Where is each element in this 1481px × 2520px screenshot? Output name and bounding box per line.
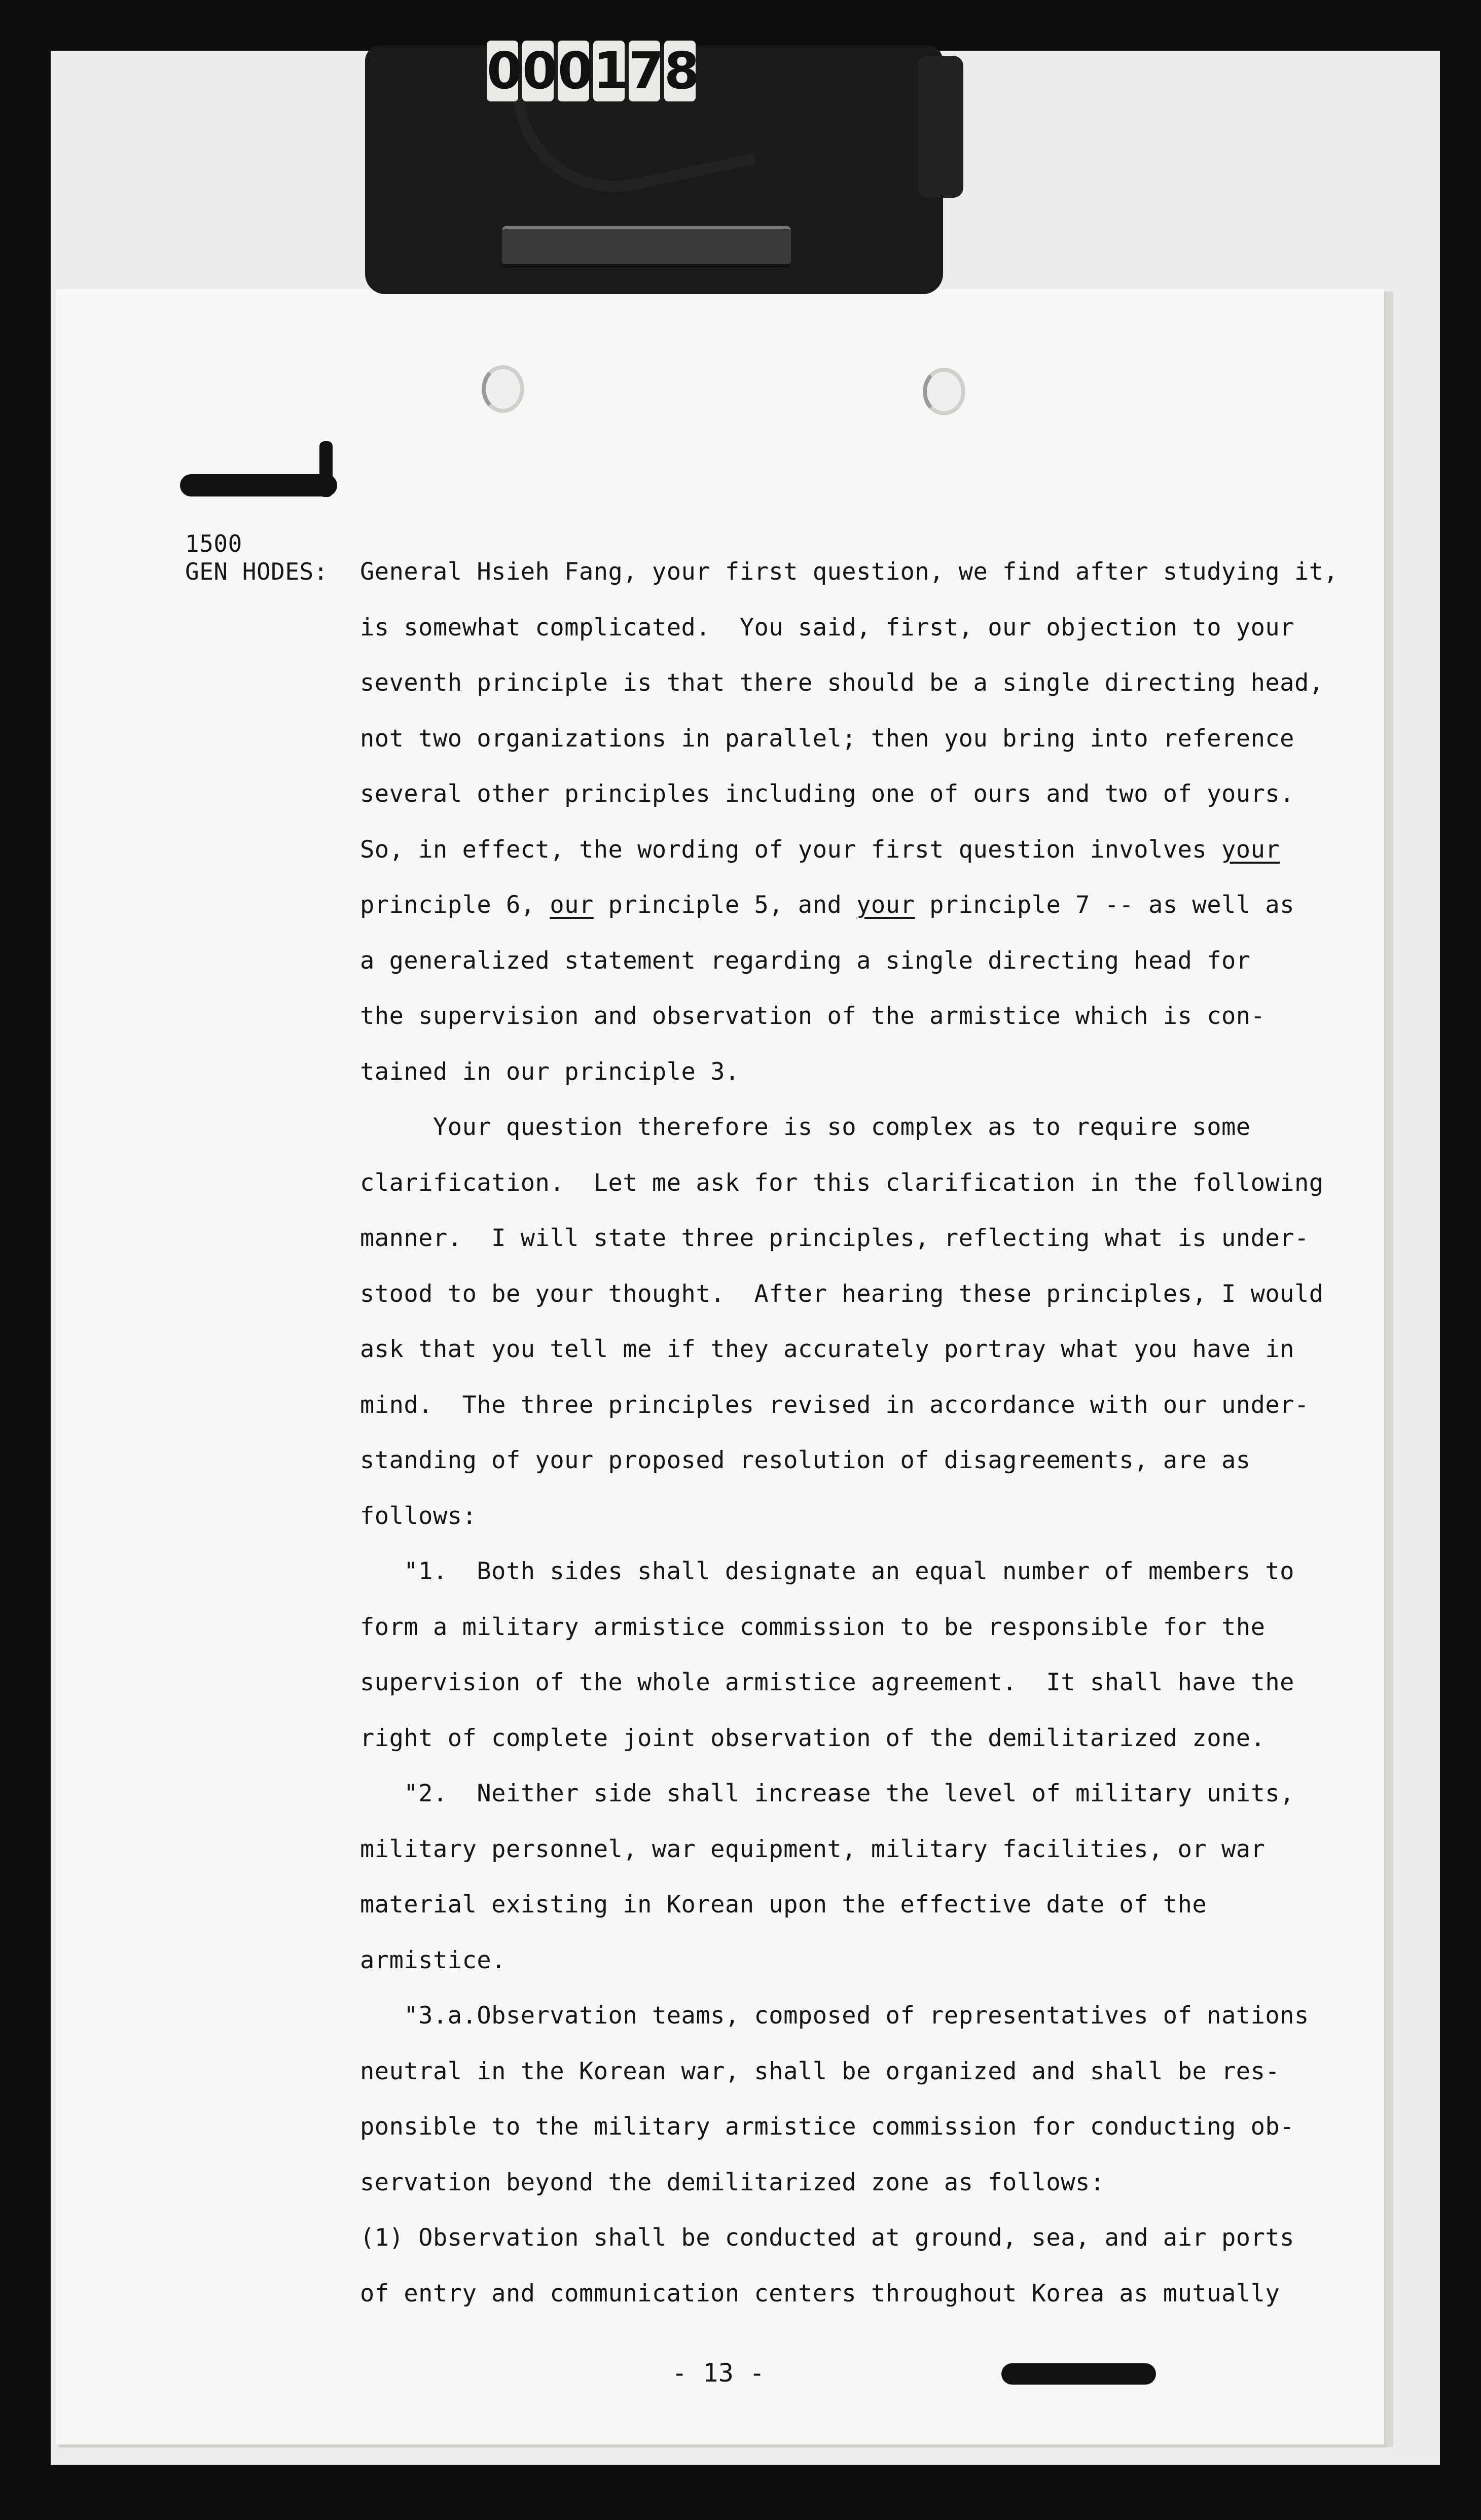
text-line	[360, 891, 1338, 947]
counter-digit: 1	[593, 41, 629, 100]
document-number: 1500	[185, 530, 242, 557]
redaction-mark	[1001, 2363, 1156, 2385]
text-line	[360, 947, 1338, 1003]
text-line	[360, 2224, 1338, 2280]
text-segment: General Hsieh Fang, your first question, we find after studying it,	[360, 558, 1339, 586]
punch-hole	[923, 368, 965, 415]
text-segment: a generalized statement regarding a single directing head for	[360, 946, 1251, 975]
counter-digit: 8	[664, 41, 700, 100]
text-line	[360, 2002, 1338, 2057]
text-line	[360, 558, 1338, 614]
counter-slot	[502, 226, 791, 267]
text-line	[360, 1335, 1338, 1391]
text-segment: tained in our principle 3.	[360, 1057, 740, 1086]
text-line	[360, 2280, 1338, 2335]
text-segment: the supervision and observation of the armistice which is con-	[360, 1002, 1266, 1030]
text-segment: military personnel, war equipment, military facilities, or war	[360, 1835, 1266, 1863]
text-line	[360, 614, 1338, 669]
text-segment: material existing in Korean upon the effective date of the	[360, 1891, 1207, 1919]
text-line	[360, 1557, 1338, 1613]
text-segment: manner. I will state three principles, reflecting what is under-	[360, 1224, 1309, 1252]
text-segment: follows:	[360, 1502, 477, 1530]
text-segment: "2. Neither side shall increase the level of military units,	[360, 1780, 1294, 1807]
redaction-mark	[319, 441, 333, 497]
text-segment: standing of your proposed resolution of disagreements, are as	[360, 1446, 1251, 1474]
underlined-word: your	[856, 891, 915, 919]
text-segment: supervision of the whole armistice agreement. It shall have the	[360, 1669, 1294, 1696]
text-segment: seventh principle is that there should be a single directing head,	[360, 669, 1324, 697]
text-line	[360, 1613, 1338, 1669]
counter-digit: 0	[558, 41, 593, 100]
text-segment: not two organizations in parallel; then you bring into reference	[360, 724, 1294, 753]
text-line	[360, 1002, 1338, 1058]
body-text	[360, 558, 1338, 2335]
counter-knob	[918, 56, 963, 198]
text-line	[360, 669, 1338, 725]
text-segment: right of complete joint observation of the demilitarized zone.	[360, 1724, 1266, 1752]
text-segment: several other principles including one of ours and two of yours.	[360, 780, 1294, 808]
page-number: - 13 -	[672, 2358, 765, 2388]
text-segment: servation beyond the demilitarized zone as follows:	[360, 2168, 1105, 2196]
redaction-mark	[180, 474, 337, 496]
text-line	[360, 1780, 1338, 1835]
text-segment: is somewhat complicated. You said, first, our objection to your	[360, 613, 1294, 642]
text-line	[360, 780, 1338, 836]
text-line	[360, 1280, 1338, 1336]
text-segment: mind. The three principles revised in accordance with our under-	[360, 1391, 1309, 1419]
text-segment: "1. Both sides shall designate an equal number of members to	[360, 1557, 1294, 1585]
text-segment: neutral in the Korean war, shall be organized and shall be res-	[360, 2057, 1280, 2085]
text-segment: ask that you tell me if they accurately portray what you have in	[360, 1335, 1294, 1363]
text-segment: So, in effect, the wording of your first question involves	[360, 835, 1221, 864]
counter-digit: 7	[629, 41, 664, 100]
text-segment: Your question therefore is so complex as to require some	[360, 1113, 1251, 1141]
text-segment: "3.a.Observation teams, composed of representatives of nations	[360, 2002, 1309, 2030]
frame-counter-digits	[487, 41, 700, 107]
text-line	[360, 1669, 1338, 1724]
underlined-word: your	[1221, 835, 1280, 864]
text-line	[360, 1724, 1338, 1780]
text-segment: of entry and communication centers throughout Korea as mutually	[360, 2279, 1280, 2308]
counter-digit: 0	[522, 41, 558, 100]
text-segment: armistice.	[360, 1946, 506, 1974]
text-line	[360, 2113, 1338, 2169]
counter-digit: 0	[487, 41, 522, 100]
text-line	[360, 1391, 1338, 1447]
text-segment: principle 5, and	[593, 891, 857, 919]
text-segment: principle 7 -- as well as	[915, 891, 1294, 919]
text-line	[360, 1224, 1338, 1280]
text-segment: ponsible to the military armistice commission for conducting ob-	[360, 2113, 1294, 2141]
text-segment: principle 6,	[360, 891, 550, 919]
text-line	[360, 725, 1338, 780]
text-line	[360, 1169, 1338, 1225]
page-edge	[1384, 292, 1393, 2447]
text-segment: (1) Observation shall be conducted at ground, sea, and air ports	[360, 2224, 1294, 2252]
text-line	[360, 1058, 1338, 1114]
text-line	[360, 1835, 1338, 1891]
text-line	[360, 1446, 1338, 1502]
text-line	[360, 2169, 1338, 2224]
text-line	[360, 2057, 1338, 2113]
text-segment: stood to be your thought. After hearing these principles, I would	[360, 1280, 1324, 1308]
text-segment: form a military armistice commission to be responsible for the	[360, 1613, 1266, 1641]
text-segment: clarification. Let me ask for this clarification in the following	[360, 1168, 1324, 1197]
text-line	[360, 836, 1338, 892]
text-line	[360, 1891, 1338, 1946]
underlined-word: our	[550, 891, 594, 919]
speaker-label: GEN HODES:	[185, 558, 328, 585]
text-line	[360, 1502, 1338, 1558]
text-line	[360, 1113, 1338, 1169]
text-line	[360, 1946, 1338, 2002]
punch-hole	[482, 365, 524, 413]
